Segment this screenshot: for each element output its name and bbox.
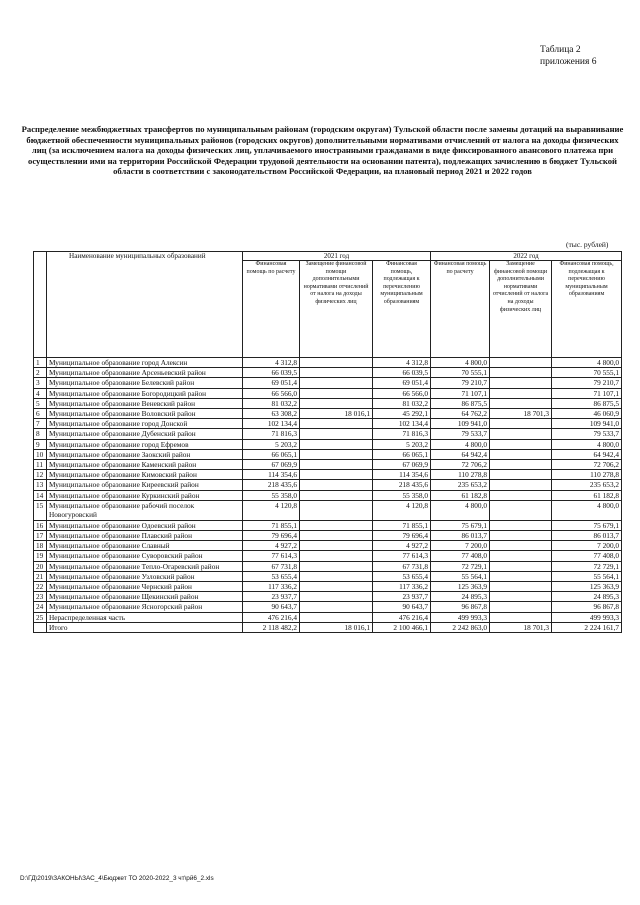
cell-a21: 5 203,2 — [243, 439, 300, 449]
file-path-footer: D:\ГД\2019\ЗАКОНЫ\ЗАС_4\Бюджет ТО 2020-2022_3 чт\рй6_2.xls — [20, 875, 214, 882]
cell-a22: 96 867,8 — [431, 602, 490, 612]
cell-a22: 86 013,7 — [431, 531, 490, 541]
cell-t21: 67 069,9 — [373, 460, 431, 470]
col-index-header — [34, 252, 47, 358]
cell-t22: 71 107,1 — [552, 388, 622, 398]
row-name: Муниципальное образование Кимовский район — [47, 470, 243, 480]
cell-a22: 77 408,0 — [431, 551, 490, 561]
cell-r21 — [300, 470, 373, 480]
cell-a22: 64 762,2 — [431, 409, 490, 419]
col-replacement-2022: Замещение финансовой помощи дополнительными нормативами отчислений от налога на доходы физических лиц — [490, 261, 552, 358]
table-row — [34, 490, 622, 500]
cell-a22: 75 679,1 — [431, 520, 490, 530]
row-name: Муниципальное образование Воловский район — [47, 409, 243, 419]
row-index: 2 — [34, 368, 47, 378]
cell-t21: 79 696,4 — [373, 531, 431, 541]
cell-r22 — [490, 388, 552, 398]
cell-t21: 4 120,8 — [373, 500, 431, 520]
cell-r22 — [490, 358, 552, 368]
row-name: Муниципальное образование город Алексин — [47, 358, 243, 368]
cell-a22: 79 210,7 — [431, 378, 490, 388]
table-row — [34, 520, 622, 530]
cell-r21 — [300, 551, 373, 561]
row-index: 14 — [34, 490, 47, 500]
row-name: Муниципальное образование Заокский район — [47, 449, 243, 459]
row-index: 25 — [34, 612, 47, 622]
row-name: Муниципальное образование Суворовский район — [47, 551, 243, 561]
cell-t22: 235 653,2 — [552, 480, 622, 490]
cell-t22: 96 867,8 — [552, 602, 622, 612]
cell-t21: 66 039,5 — [373, 368, 431, 378]
cell-r22 — [490, 449, 552, 459]
col-assistance-2022: Финансовая помощь по расчету — [431, 261, 490, 358]
cell-a21: 476 216,4 — [243, 612, 300, 622]
row-index: 5 — [34, 398, 47, 408]
cell-t21: 71 855,1 — [373, 520, 431, 530]
table-label-block — [540, 44, 597, 68]
cell-a21: 63 308,2 — [243, 409, 300, 419]
cell-t21: 23 937,7 — [373, 592, 431, 602]
cell-t21: 45 292,1 — [373, 409, 431, 419]
cell-a21: 102 134,4 — [243, 419, 300, 429]
cell-a22: 499 993,3 — [431, 612, 490, 622]
cell-t21: 218 435,6 — [373, 480, 431, 490]
cell-r22 — [490, 592, 552, 602]
row-index: 1 — [34, 358, 47, 368]
cell-r21 — [300, 378, 373, 388]
cell-r22 — [490, 460, 552, 470]
cell-t21: 4 312,8 — [373, 358, 431, 368]
cell-r21 — [300, 368, 373, 378]
cell-a21: 67 731,8 — [243, 561, 300, 571]
row-name: Муниципальное образование Щекинский район — [47, 592, 243, 602]
row-index: 10 — [34, 449, 47, 459]
cell-a21: 67 069,9 — [243, 460, 300, 470]
table-row — [34, 531, 622, 541]
cell-t21: 66 065,1 — [373, 449, 431, 459]
cell-a22: 61 182,8 — [431, 490, 490, 500]
cell-a21: 66 039,5 — [243, 368, 300, 378]
row-index: 11 — [34, 460, 47, 470]
cell-r22 — [490, 378, 552, 388]
cell-a22: 235 653,2 — [431, 480, 490, 490]
row-name: Муниципальное образование Тепло-Огаревский район — [47, 561, 243, 571]
cell-t21: 55 358,0 — [373, 490, 431, 500]
row-index: 12 — [34, 470, 47, 480]
cell-r21 — [300, 419, 373, 429]
cell-t22: 86 013,7 — [552, 531, 622, 541]
cell-r21 — [300, 490, 373, 500]
cell-r21 — [300, 531, 373, 541]
row-index: 8 — [34, 429, 47, 439]
cell-t21: 5 203,2 — [373, 439, 431, 449]
cell-t21: 71 816,3 — [373, 429, 431, 439]
year-2021-header: 2021 год — [243, 252, 431, 261]
cell-a21: 114 354,6 — [243, 470, 300, 480]
table-row — [34, 358, 622, 368]
cell-r22 — [490, 398, 552, 408]
cell-t22: 86 875,5 — [552, 398, 622, 408]
cell-a21: 55 358,0 — [243, 490, 300, 500]
cell-t22: 75 679,1 — [552, 520, 622, 530]
row-index: 21 — [34, 571, 47, 581]
table-row — [34, 429, 622, 439]
cell-a21: 66 566,0 — [243, 388, 300, 398]
cell-t21: 81 032,2 — [373, 398, 431, 408]
cell-r22 — [490, 490, 552, 500]
table-row — [34, 582, 622, 592]
row-name: Нераспределенная часть — [47, 612, 243, 622]
cell-r22 — [490, 439, 552, 449]
cell-a22: 24 895,3 — [431, 592, 490, 602]
cell-a21: 23 937,7 — [243, 592, 300, 602]
cell-r22 — [490, 602, 552, 612]
cell-r21 — [300, 602, 373, 612]
cell-a22: 71 107,1 — [431, 388, 490, 398]
cell-r21 — [300, 561, 373, 571]
row-name: Муниципальное образование Узловский район — [47, 571, 243, 581]
row-index — [34, 622, 47, 632]
cell-r22 — [490, 561, 552, 571]
cell-r21 — [300, 520, 373, 530]
cell-r22 — [490, 551, 552, 561]
row-index: 23 — [34, 592, 47, 602]
cell-a22: 4 800,0 — [431, 358, 490, 368]
cell-a21: 117 336,2 — [243, 582, 300, 592]
cell-t22: 61 182,8 — [552, 490, 622, 500]
cell-t22: 72 729,1 — [552, 561, 622, 571]
cell-r21 — [300, 449, 373, 459]
cell-a21: 218 435,6 — [243, 480, 300, 490]
cell-r22 — [490, 571, 552, 581]
cell-t21: 53 655,4 — [373, 571, 431, 581]
table-row — [34, 368, 622, 378]
row-name: Муниципальное образование Арсеньевский район — [47, 368, 243, 378]
total-t22: 2 224 161,7 — [552, 622, 622, 632]
cell-a21: 69 051,4 — [243, 378, 300, 388]
cell-t21: 90 643,7 — [373, 602, 431, 612]
table-row — [34, 470, 622, 480]
row-name: Муниципальное образование Плавский район — [47, 531, 243, 541]
cell-t21: 102 134,4 — [373, 419, 431, 429]
col-name-header: Наименование муниципальных образований — [47, 252, 243, 358]
cell-a21: 4 312,8 — [243, 358, 300, 368]
table-row — [34, 460, 622, 470]
table-row — [34, 551, 622, 561]
table-row — [34, 561, 622, 571]
total-label: Итого — [47, 622, 243, 632]
cell-t22: 4 800,0 — [552, 439, 622, 449]
table-row — [34, 602, 622, 612]
row-name: Муниципальное образование город Ефремов — [47, 439, 243, 449]
cell-r22 — [490, 612, 552, 622]
cell-a21: 90 643,7 — [243, 602, 300, 612]
table-row — [34, 398, 622, 408]
cell-a22: 4 800,0 — [431, 439, 490, 449]
row-index: 3 — [34, 378, 47, 388]
units-label: (тыс. рублей) — [566, 240, 609, 249]
cell-t21: 114 354,6 — [373, 470, 431, 480]
cell-r22 — [490, 480, 552, 490]
cell-r21 — [300, 358, 373, 368]
row-name: Муниципальное образование Одоевский район — [47, 520, 243, 530]
cell-t21: 67 731,8 — [373, 561, 431, 571]
row-index: 9 — [34, 439, 47, 449]
row-index: 6 — [34, 409, 47, 419]
row-name: Муниципальное образование рабочий поселок Новогуровский — [47, 500, 243, 520]
table-label: Таблица 2 — [540, 45, 581, 55]
row-index: 16 — [34, 520, 47, 530]
table-row — [34, 480, 622, 490]
cell-t22: 79 210,7 — [552, 378, 622, 388]
row-index: 17 — [34, 531, 47, 541]
row-index: 19 — [34, 551, 47, 561]
table-row — [34, 571, 622, 581]
table-row — [34, 419, 622, 429]
cell-t21: 117 336,2 — [373, 582, 431, 592]
cell-a21: 71 855,1 — [243, 520, 300, 530]
cell-a22: 125 363,9 — [431, 582, 490, 592]
row-index: 13 — [34, 480, 47, 490]
total-t21: 2 100 466,1 — [373, 622, 431, 632]
transfers-table — [33, 251, 622, 633]
cell-a22: 86 875,5 — [431, 398, 490, 408]
cell-r21 — [300, 582, 373, 592]
cell-a22: 110 278,8 — [431, 470, 490, 480]
row-index: 7 — [34, 419, 47, 429]
cell-t21: 476 216,4 — [373, 612, 431, 622]
row-name: Муниципальное образование город Донской — [47, 419, 243, 429]
cell-t22: 72 706,2 — [552, 460, 622, 470]
row-name: Муниципальное образование Дубенский район — [47, 429, 243, 439]
total-a22: 2 242 863,0 — [431, 622, 490, 632]
cell-a22: 55 564,1 — [431, 571, 490, 581]
cell-r22: 18 701,3 — [490, 409, 552, 419]
cell-r21 — [300, 612, 373, 622]
cell-r22 — [490, 500, 552, 520]
cell-t22: 7 200,0 — [552, 541, 622, 551]
cell-a21: 4 120,8 — [243, 500, 300, 520]
appendix-label: приложения 6 — [540, 57, 597, 67]
document-title: Распределение межбюджетных трансфертов по муниципальным районам (городским округам) Тульской области после замены дотаций на выравнивание бюджетной обеспеченности муниципальных районов (городских округов) дополнительными нормативами отчислений от налога на доходы физических лиц (за исключением налога на доходы физических лиц, уплачиваемого иностранными гражданами в виде фиксированного авансового платежа при осуществлении ими на территории Российской Федерации трудовой деятельности на основании патента), подлежащих зачислению в бюджет Тульской области в соответствии с законодательством Российской Федерации, на плановый период 2021 и 2022 годов — [21, 124, 624, 177]
cell-r22 — [490, 520, 552, 530]
cell-t22: 4 800,0 — [552, 358, 622, 368]
cell-t22: 110 278,8 — [552, 470, 622, 480]
cell-r21 — [300, 460, 373, 470]
row-name: Муниципальное образование Киреевский район — [47, 480, 243, 490]
cell-a22: 7 200,0 — [431, 541, 490, 551]
cell-r21 — [300, 500, 373, 520]
col-replacement-2021: Замещение финансовой помощи дополнительными нормативами отчислений от налога на доходы физических лиц — [300, 261, 373, 358]
row-index: 20 — [34, 561, 47, 571]
row-name: Муниципальное образование Куркинский район — [47, 490, 243, 500]
row-name: Муниципальное образование Веневский район — [47, 398, 243, 408]
row-index: 22 — [34, 582, 47, 592]
row-name: Муниципальное образование Белевский район — [47, 378, 243, 388]
cell-r22 — [490, 582, 552, 592]
cell-t22: 125 363,9 — [552, 582, 622, 592]
cell-a22: 79 533,7 — [431, 429, 490, 439]
cell-t22: 77 408,0 — [552, 551, 622, 561]
cell-a22: 72 729,1 — [431, 561, 490, 571]
cell-r21 — [300, 388, 373, 398]
row-name: Муниципальное образование Славный — [47, 541, 243, 551]
cell-a21: 81 032,2 — [243, 398, 300, 408]
cell-r21 — [300, 480, 373, 490]
row-index: 15 — [34, 500, 47, 520]
table-row — [34, 541, 622, 551]
cell-t21: 69 051,4 — [373, 378, 431, 388]
cell-t22: 46 060,9 — [552, 409, 622, 419]
cell-r22 — [490, 531, 552, 541]
cell-r21 — [300, 571, 373, 581]
row-name: Муниципальное образование Богородицкий район — [47, 388, 243, 398]
total-r21: 18 016,1 — [300, 622, 373, 632]
table-row — [34, 439, 622, 449]
cell-a21: 77 614,3 — [243, 551, 300, 561]
table-row — [34, 388, 622, 398]
row-index: 24 — [34, 602, 47, 612]
cell-r22 — [490, 429, 552, 439]
total-a21: 2 118 482,2 — [243, 622, 300, 632]
row-name: Муниципальное образование Ясногорский район — [47, 602, 243, 612]
cell-t22: 109 941,0 — [552, 419, 622, 429]
total-row — [34, 622, 622, 632]
total-r22: 18 701,3 — [490, 622, 552, 632]
cell-t22: 24 895,3 — [552, 592, 622, 602]
cell-r21 — [300, 429, 373, 439]
table-row — [34, 378, 622, 388]
cell-r22 — [490, 541, 552, 551]
row-name: Муниципальное образование Каменский район — [47, 460, 243, 470]
cell-r21 — [300, 541, 373, 551]
cell-a21: 79 696,4 — [243, 531, 300, 541]
cell-r22 — [490, 419, 552, 429]
year-2022-header: 2022 год — [431, 252, 622, 261]
cell-t22: 79 533,7 — [552, 429, 622, 439]
cell-r21 — [300, 439, 373, 449]
table-row — [34, 409, 622, 419]
cell-r21: 18 016,1 — [300, 409, 373, 419]
cell-a22: 109 941,0 — [431, 419, 490, 429]
row-index: 18 — [34, 541, 47, 551]
cell-a21: 4 927,2 — [243, 541, 300, 551]
row-index: 4 — [34, 388, 47, 398]
cell-a22: 70 555,1 — [431, 368, 490, 378]
cell-r21 — [300, 398, 373, 408]
cell-a22: 72 706,2 — [431, 460, 490, 470]
cell-a22: 64 942,4 — [431, 449, 490, 459]
table-row — [34, 449, 622, 459]
cell-r21 — [300, 592, 373, 602]
row-name: Муниципальное образование Чернский район — [47, 582, 243, 592]
cell-t22: 55 564,1 — [552, 571, 622, 581]
cell-t21: 66 566,0 — [373, 388, 431, 398]
table-row — [34, 500, 622, 520]
col-transfer-2022: Финансовая помощь, подлежащая к перечислению муниципальным образованиям — [552, 261, 622, 358]
cell-a21: 71 816,3 — [243, 429, 300, 439]
cell-r22 — [490, 470, 552, 480]
col-assistance-2021: Финансовая помощь по расчету — [243, 261, 300, 358]
table-row — [34, 592, 622, 602]
table-row — [34, 612, 622, 622]
cell-t21: 77 614,3 — [373, 551, 431, 561]
cell-r22 — [490, 368, 552, 378]
cell-t21: 4 927,2 — [373, 541, 431, 551]
cell-t22: 64 942,4 — [552, 449, 622, 459]
cell-a21: 66 065,1 — [243, 449, 300, 459]
cell-t22: 4 800,0 — [552, 500, 622, 520]
cell-a22: 4 800,0 — [431, 500, 490, 520]
cell-t22: 499 993,3 — [552, 612, 622, 622]
col-transfer-2021: Финансовая помощь, подлежащая к перечислению муниципальным образованиям — [373, 261, 431, 358]
cell-a21: 53 655,4 — [243, 571, 300, 581]
cell-t22: 70 555,1 — [552, 368, 622, 378]
